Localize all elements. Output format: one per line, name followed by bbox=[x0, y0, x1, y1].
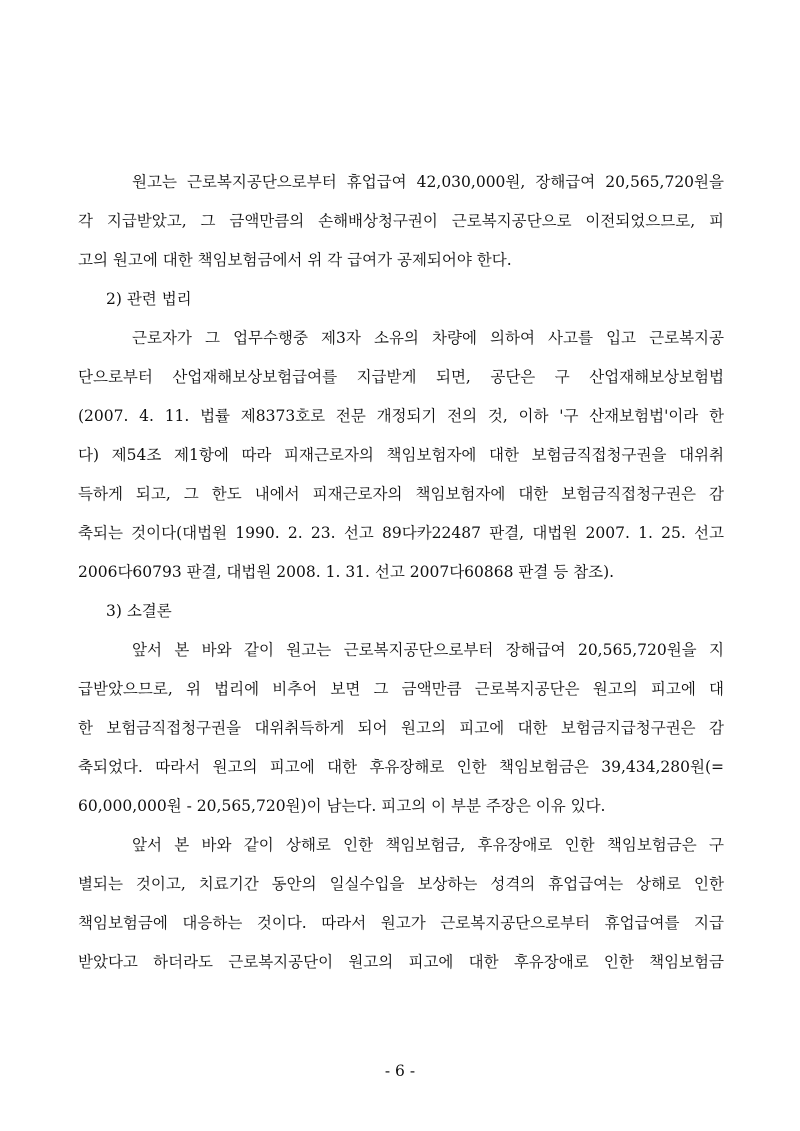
text-line: 앞서 본 바와 같이 원고는 근로복지공단으로부터 장해급여 20,565,720원을 지 bbox=[132, 641, 724, 659]
paragraph-legal-principle bbox=[78, 319, 724, 592]
section-heading-legal-principle: 2) 관련 법리 bbox=[106, 290, 192, 308]
text-line: 다) 제54조 제1항에 따라 피재근로자의 책임보험자에 대한 보험금직접청구권을 대위취 bbox=[78, 446, 724, 464]
text-line: 축되는 것이다(대법원 1990. 2. 23. 선고 89다카22487 판결, 대법원 2007. 1. 25. 선고 bbox=[78, 524, 724, 542]
text-line: 받았다고 하더라도 근로복지공단이 원고의 피고에 대한 후유장애로 인한 책임보험금 bbox=[78, 953, 724, 971]
text-line: (2007. 4. 11. 법률 제8373호로 전문 개정되기 전의 것, 이하 '구 산재보험법'이라 한 bbox=[78, 407, 724, 425]
text-line: 앞서 본 바와 같이 상해로 인한 책임보험금, 후유장애로 인한 책임보험금은 구 bbox=[132, 836, 724, 854]
paragraph-conclusion bbox=[78, 631, 724, 826]
text-line: 득하게 되고, 그 한도 내에서 피재근로자의 책임보험자에 대한 보험금직접청구권은 감 bbox=[78, 485, 724, 503]
document-body bbox=[78, 163, 724, 982]
text-line: 한 보험금직접청구권을 대위취득하게 되어 원고의 피고에 대한 보험금지급청구권은 감 bbox=[78, 719, 724, 737]
text-line: 축되었다. 따라서 원고의 피고에 대한 후유장해로 인한 책임보험금은 39,434,280원(= bbox=[78, 758, 724, 776]
text-line: 2006다60793 판결, 대법원 2008. 1. 31. 선고 2007다60868 판결 등 참조). bbox=[78, 563, 615, 581]
text-line: 고의 원고에 대한 책임보험금에서 위 각 급여가 공제되어야 한다. bbox=[78, 251, 512, 269]
text-line: 각 지급받았고, 그 금액만큼의 손해배상청구권이 근로복지공단으로 이전되었으므로, 피 bbox=[78, 212, 724, 230]
section-heading-conclusion: 3) 소결론 bbox=[106, 602, 172, 620]
paragraph-sick-leave-benefit bbox=[78, 826, 724, 982]
page-number: - 6 - bbox=[384, 1062, 416, 1080]
paragraph-deductions-claim bbox=[78, 163, 724, 280]
text-line: 급받았으므로, 위 법리에 비추어 보면 그 금액만큼 근로복지공단은 원고의 피고에 대 bbox=[78, 680, 724, 698]
text-line: 원고는 근로복지공단으로부터 휴업급여 42,030,000원, 장해급여 20,565,720원을 bbox=[132, 173, 724, 191]
text-line: 별되는 것이고, 치료기간 동안의 일실수입을 보상하는 성격의 휴업급여는 상해로 인한 bbox=[78, 875, 724, 893]
text-line: 60,000,000원 - 20,565,720원)이 남는다. 피고의 이 부분 주장은 이유 있다. bbox=[78, 797, 606, 815]
text-line: 단으로부터 산업재해보상보험급여를 지급받게 되면, 공단은 구 산업재해보상보험법 bbox=[78, 368, 724, 386]
text-line: 근로자가 그 업무수행중 제3자 소유의 차량에 의하여 사고를 입고 근로복지공 bbox=[132, 329, 724, 347]
text-line: 책임보험금에 대응하는 것이다. 따라서 원고가 근로복지공단으로부터 휴업급여를 지급 bbox=[78, 914, 724, 932]
